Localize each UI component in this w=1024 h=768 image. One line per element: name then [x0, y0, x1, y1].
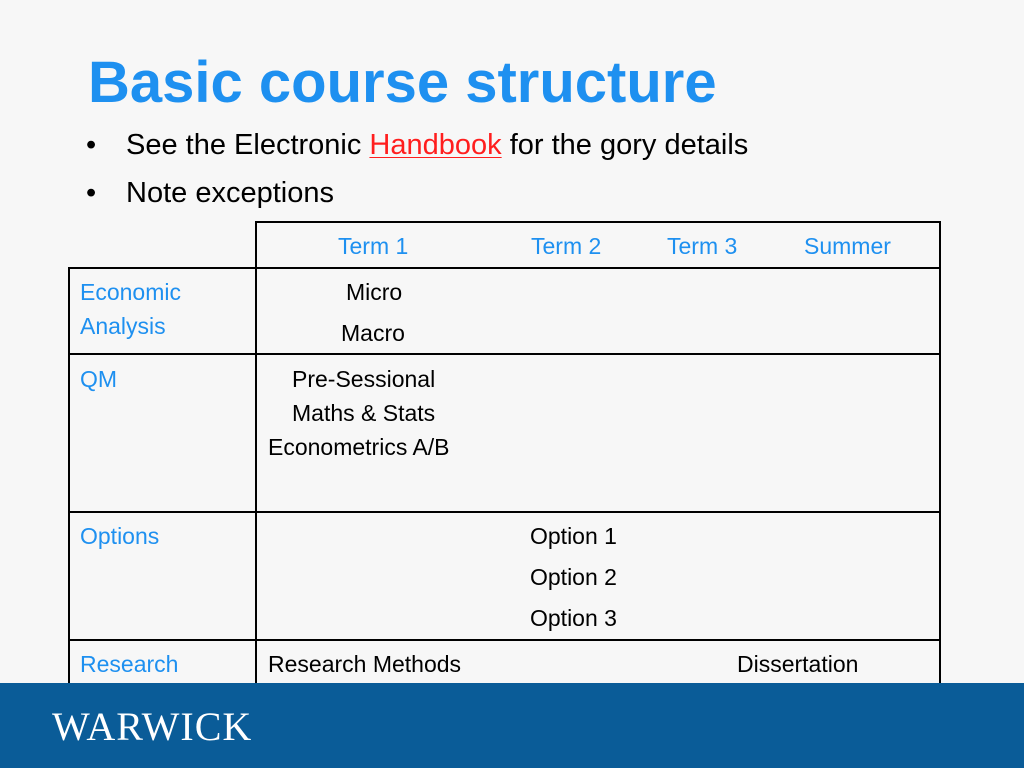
course-maths-stats: Maths & Stats [292, 400, 436, 426]
table-border-left [68, 267, 70, 686]
table-row-divider [68, 639, 941, 641]
table-row-divider [68, 353, 941, 355]
course-econometrics: Econometrics A/B [268, 434, 450, 460]
table-row-divider [68, 267, 941, 269]
slide-title: Basic course structure [88, 50, 717, 115]
header-summer: Summer [804, 233, 891, 259]
row-label-research: Research [80, 651, 179, 677]
course-option-3: Option 3 [530, 605, 617, 631]
table-row-divider [68, 511, 941, 513]
bullet-item-handbook [86, 126, 748, 174]
table-border-top [255, 221, 941, 223]
course-pre-sessional: Pre-Sessional [292, 366, 436, 392]
bullet-text: Note exceptions [126, 177, 334, 209]
course-dissertation: Dissertation [737, 651, 859, 677]
warwick-logo: WARWICK [52, 704, 253, 749]
row-label-qm: QM [80, 366, 118, 392]
bullet-text-before: See the Electronic [126, 129, 370, 161]
row-label-economic-analysis: Analysis [80, 313, 166, 339]
course-research-methods: Research Methods [268, 651, 462, 677]
table-border-right [939, 221, 941, 686]
bullet-list [86, 126, 748, 222]
header-term-3: Term 3 [667, 233, 738, 259]
header-term-2: Term 2 [531, 233, 602, 259]
course-option-1: Option 1 [530, 523, 617, 549]
footer-bar [0, 683, 1024, 768]
row-label-options: Options [80, 523, 160, 549]
bullet-marker: • [86, 177, 97, 209]
table-column-divider [255, 221, 257, 686]
bullet-text-after: for the gory details [501, 129, 749, 161]
header-term-1: Term 1 [338, 233, 409, 259]
handbook-link[interactable]: Handbook [369, 129, 502, 161]
course-macro: Macro [341, 320, 405, 346]
bullet-item-exceptions [86, 174, 748, 222]
course-micro: Micro [346, 279, 403, 305]
course-option-2: Option 2 [530, 564, 617, 590]
row-label-economic-analysis: Economic [80, 279, 181, 305]
bullet-marker: • [86, 129, 97, 161]
